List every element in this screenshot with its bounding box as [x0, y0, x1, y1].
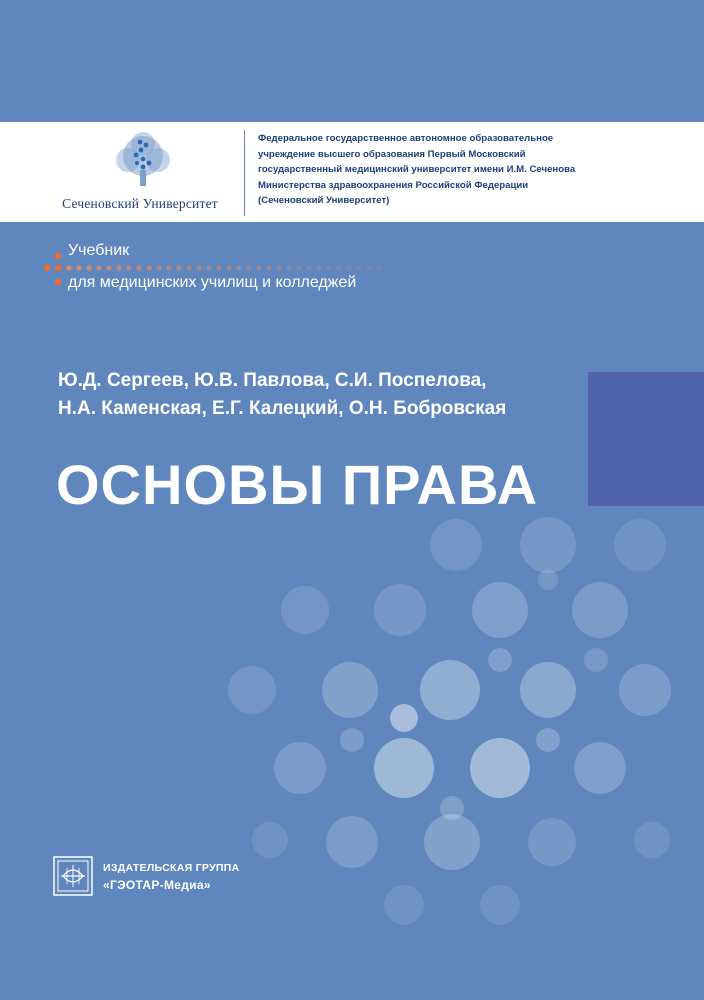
authors-line: Н.А. Каменская, Е.Г. Калецкий, О.Н. Бобровская	[58, 398, 507, 419]
series-label: Учебник	[68, 242, 130, 259]
authors-line: Ю.Д. Сергеев, Ю.В. Павлова, С.И. Поспелова,	[58, 370, 487, 391]
authors	[58, 367, 506, 423]
institution-line: Министерства здравоохранения Российской Федерации	[258, 179, 529, 191]
university-name: Сеченовский Университет	[62, 196, 218, 211]
book-title: ОСНОВЫ ПРАВА	[56, 453, 539, 516]
institution-info	[258, 131, 698, 209]
accent-block	[588, 372, 704, 506]
tree-icon	[110, 130, 176, 190]
institution-line: учреждение высшего образования Первый Московский	[258, 148, 526, 160]
publisher	[53, 856, 273, 896]
publisher-name: «ГЭОТАР-Медиа»	[103, 878, 211, 892]
series-block	[38, 240, 458, 300]
band-divider	[244, 130, 245, 216]
institution-line: государственный медицинский университет имени И.М. Сеченова	[258, 164, 576, 175]
publisher-group-label: ИЗДАТЕЛЬСКАЯ ГРУППА	[103, 862, 240, 874]
publisher-logo-icon	[53, 856, 93, 896]
institution-line: (Сеченовский Университет)	[258, 195, 390, 206]
series-subtitle: для медицинских училищ и колледжей	[68, 274, 357, 291]
university-logo	[40, 130, 240, 216]
institution-line: Федеральное государственное автономное образовательное	[258, 133, 554, 144]
